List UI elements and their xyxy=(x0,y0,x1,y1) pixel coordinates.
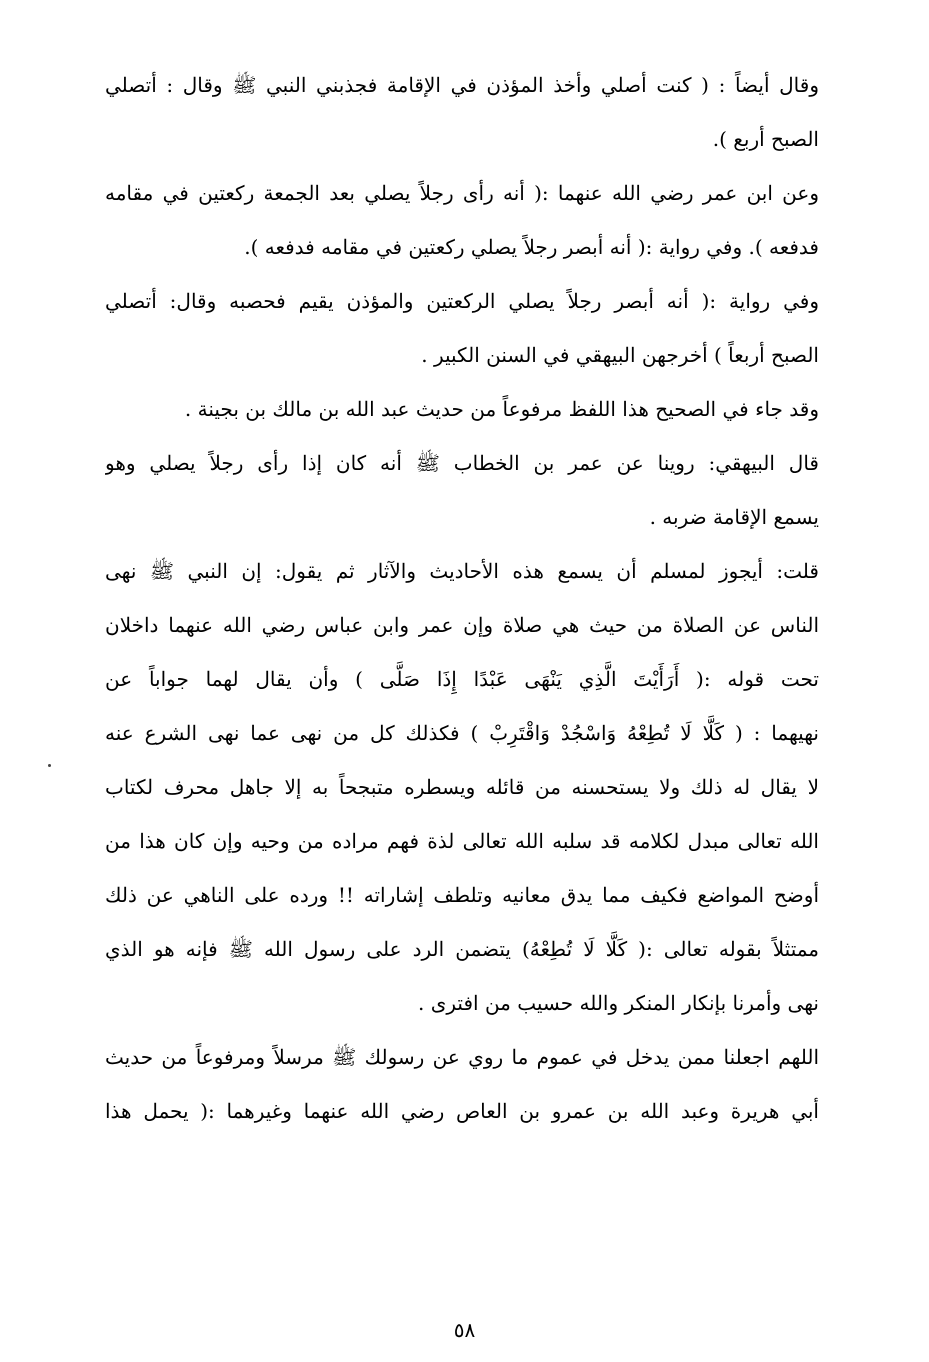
text-line: وقد جاء في الصحيح هذا اللفظ مرفوعاً من حديث عبد الله بن مالك بن بجينة . xyxy=(184,397,819,421)
text-line: قلت: أيجوز لمسلم أن يسمع هذه الأحاديث والآثار ثم يقول: إن النبي ﷺ نهى xyxy=(105,559,819,583)
text-line: نهيهما : ( كَلَّا لَا تُطِعْهُ وَاسْجُدْ وَاقْتَرِبْ ) فكذلك كل من نهى عما نهى الشرع عنه xyxy=(105,721,819,745)
text-line: ممتثلاً بقوله تعالى :( كَلَّا لَا تُطِعْهُ) يتضمن الرد على رسول الله ﷺ فإنه هو الذي xyxy=(105,937,819,961)
text-line: الله تعالى مبدل لكلامه قد سلبه الله تعالى لذة فهم مراده من وحيه وإن كان هذا من xyxy=(105,829,819,853)
text-line: الصبح أربعاً ) أخرجهن البيهقي في السنن الكبير . xyxy=(421,343,819,367)
text-line: الناس عن الصلاة من حيث هي صلاة وإن عمر وابن عباس رضي الله عنهما داخلان xyxy=(105,613,819,637)
text-line: الصبح أربع ). xyxy=(712,127,819,151)
text-line: اللهم اجعلنا ممن يدخل في عموم ما روي عن رسولك ﷺ مرسلاً ومرفوعاً من حديث xyxy=(105,1045,819,1069)
margin-dot xyxy=(48,764,51,767)
text-line: تحت قوله :( أَرَأَيْتَ الَّذِي يَنْهَى عَبْدًا إِذَا صَلَّى ) وأن يقال لهما جواباً عن xyxy=(105,667,819,691)
text-line: نهى وأمرنا بإنكار المنكر والله حسيب من افترى . xyxy=(418,991,819,1015)
text-line: أوضح المواضع فكيف مما يدق معانيه وتلطف إشاراته !! ورده على الناهي عن ذلك xyxy=(105,883,819,907)
text-line: يسمع الإقامة ضربه . xyxy=(649,505,819,529)
text-line: لا يقال له ذلك ولا يستحسنه من قائله ويسطره متبجحاً به إلا جاهل محرف لكتاب xyxy=(105,775,819,799)
text-line: وقال أيضاً : ( كنت أصلي وأخذ المؤذن في الإقامة فجذبني النبي ﷺ وقال : أتصلي xyxy=(105,73,819,97)
text-line: أبي هريرة وعبد الله بن عمرو بن العاص رضي الله عنهما وغيرهما :( يحمل هذا xyxy=(105,1099,819,1123)
text-line: فدفعه ). وفي رواية :( أنه أبصر رجلاً يصلي ركعتين في مقامه فدفعه ). xyxy=(244,235,819,259)
text-line: وعن ابن عمر رضي الله عنهما :( أنه رأى رجلاً يصلي بعد الجمعة ركعتين في مقامه xyxy=(105,181,819,205)
page-number: ٥٨ xyxy=(453,1318,476,1342)
body-text xyxy=(105,58,819,1138)
text-line: قال البيهقي: روينا عن عمر بن الخطاب ﷺ أنه كان إذا رأى رجلاً يصلي وهو xyxy=(105,451,819,475)
text-line: وفي رواية :( أنه أبصر رجلاً يصلي الركعتين والمؤذن يقيم فحصبه وقال: أتصلي xyxy=(105,289,819,313)
